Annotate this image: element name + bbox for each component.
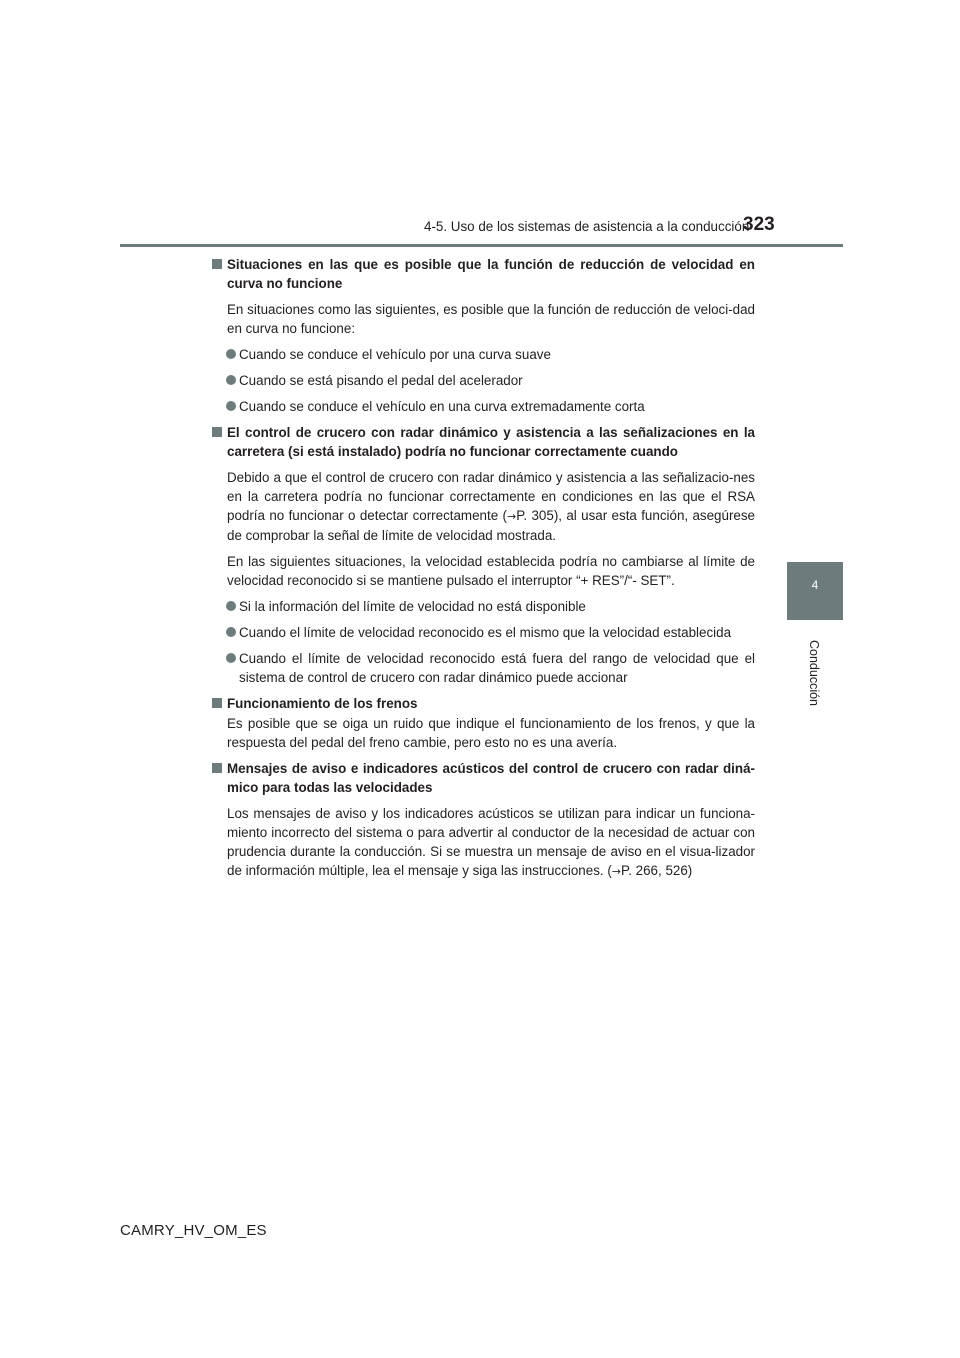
reference-arrow-icon: → (506, 510, 517, 523)
section-heading (212, 255, 755, 293)
section-paragraph: Es posible que se oiga un ruido que indique el funcionamiento de los frenos, y que la respuesta del pedal del freno cambie, pero esto no es una avería. (227, 716, 755, 750)
section-warning-messages (212, 759, 755, 881)
circle-bullet-icon (226, 653, 236, 663)
section-curve-speed-reduction (212, 255, 755, 416)
circle-bullet-icon (226, 601, 236, 611)
square-bullet-icon (212, 259, 222, 269)
section-heading (212, 694, 755, 713)
paragraph-text: Debido a que el control de crucero con radar dinámico y asistencia a las señalizacio-nes en la carretera podría no funcionar correctamente en condiciones en las que el RSA podría no funcionar o detectar correctamente ( (227, 470, 755, 523)
chapter-label (807, 628, 821, 718)
manual-code: CAMRY_HV_OM_ES (120, 1222, 267, 1239)
list-item (212, 623, 755, 642)
section-paragraph: En las siguientes situaciones, la velocidad establecida podría no cambiarse al límite de velocidad reconocido si se mantiene pulsado el interruptor “+ RES”/“- SET”. (227, 554, 755, 588)
chapter-tab[interactable] (787, 562, 843, 620)
section-heading-text: Situaciones en las que es posible que la función de reducción de velocidad en curva no funcione (227, 257, 755, 291)
page-number: 323 (743, 214, 775, 235)
circle-bullet-icon (226, 375, 236, 385)
section-heading-text: El control de crucero con radar dinámico y asistencia a las señalizaciones en la carretera (si está instalado) podría no funcionar correctamente cuando (227, 425, 755, 459)
page-reference-link[interactable]: P. 305), al usar esta función, asegúrese de comprobar la señal de límite de velocidad mostrada. (227, 508, 756, 543)
list-item-text: Si la información del límite de velocidad no está disponible (239, 599, 586, 614)
list-item-text: Cuando el límite de velocidad reconocido está fuera del rango de velocidad que el sistema de control de crucero con radar dinámico puede accionar (239, 651, 755, 685)
list-item-text: Cuando se conduce el vehículo por una curva suave (239, 347, 551, 362)
section-road-sign-assist (212, 423, 755, 687)
header-divider (120, 244, 843, 247)
section-heading-text: Funcionamiento de los frenos (227, 696, 418, 711)
section-paragraph: En situaciones como las siguientes, es posible que la función de reducción de veloci-dad en curva no funcione: (227, 302, 755, 336)
list-item-text: Cuando el límite de velocidad reconocido es el mismo que la velocidad establecida (239, 625, 732, 640)
list-item (212, 397, 755, 416)
section-paragraph (212, 468, 755, 545)
header-section-title: 4-5. Uso de los sistemas de asistencia a la conducción (424, 219, 750, 234)
section-brake-operation (212, 694, 755, 752)
list-item-text: Cuando se está pisando el pedal del acelerador (239, 373, 523, 388)
reference-arrow-icon: → (611, 865, 622, 878)
circle-bullet-icon (226, 401, 236, 411)
square-bullet-icon (212, 427, 222, 437)
page-reference-link[interactable]: P. 266, 526) (621, 863, 693, 878)
page-content (212, 255, 755, 888)
circle-bullet-icon (226, 627, 236, 637)
section-paragraph (212, 804, 755, 881)
section-heading-text: Mensajes de aviso e indicadores acústicos del control de crucero con radar diná-mico para todas las velocidades (227, 761, 755, 795)
circle-bullet-icon (226, 349, 236, 359)
section-heading (212, 423, 755, 461)
square-bullet-icon (212, 698, 222, 708)
list-item (212, 345, 755, 364)
list-item (212, 371, 755, 390)
paragraph-text: Los mensajes de aviso y los indicadores acústicos se utilizan para indicar un funciona-miento incorrecto del sistema o para advertir al conductor de la necesidad de actuar con prudencia durante la conducción. Si se muestra un mensaje de aviso en el visua-lizador de información múltiple, lea el mensaje y siga las instrucciones. ( (227, 806, 755, 878)
list-item-text: Cuando se conduce el vehículo en una curva extremadamente corta (239, 399, 645, 414)
list-item (212, 649, 755, 687)
section-heading (212, 759, 755, 797)
square-bullet-icon (212, 763, 222, 773)
chapter-number: 4 (811, 578, 819, 592)
list-item (212, 597, 755, 616)
chapter-label-text: Conducción (807, 639, 821, 707)
